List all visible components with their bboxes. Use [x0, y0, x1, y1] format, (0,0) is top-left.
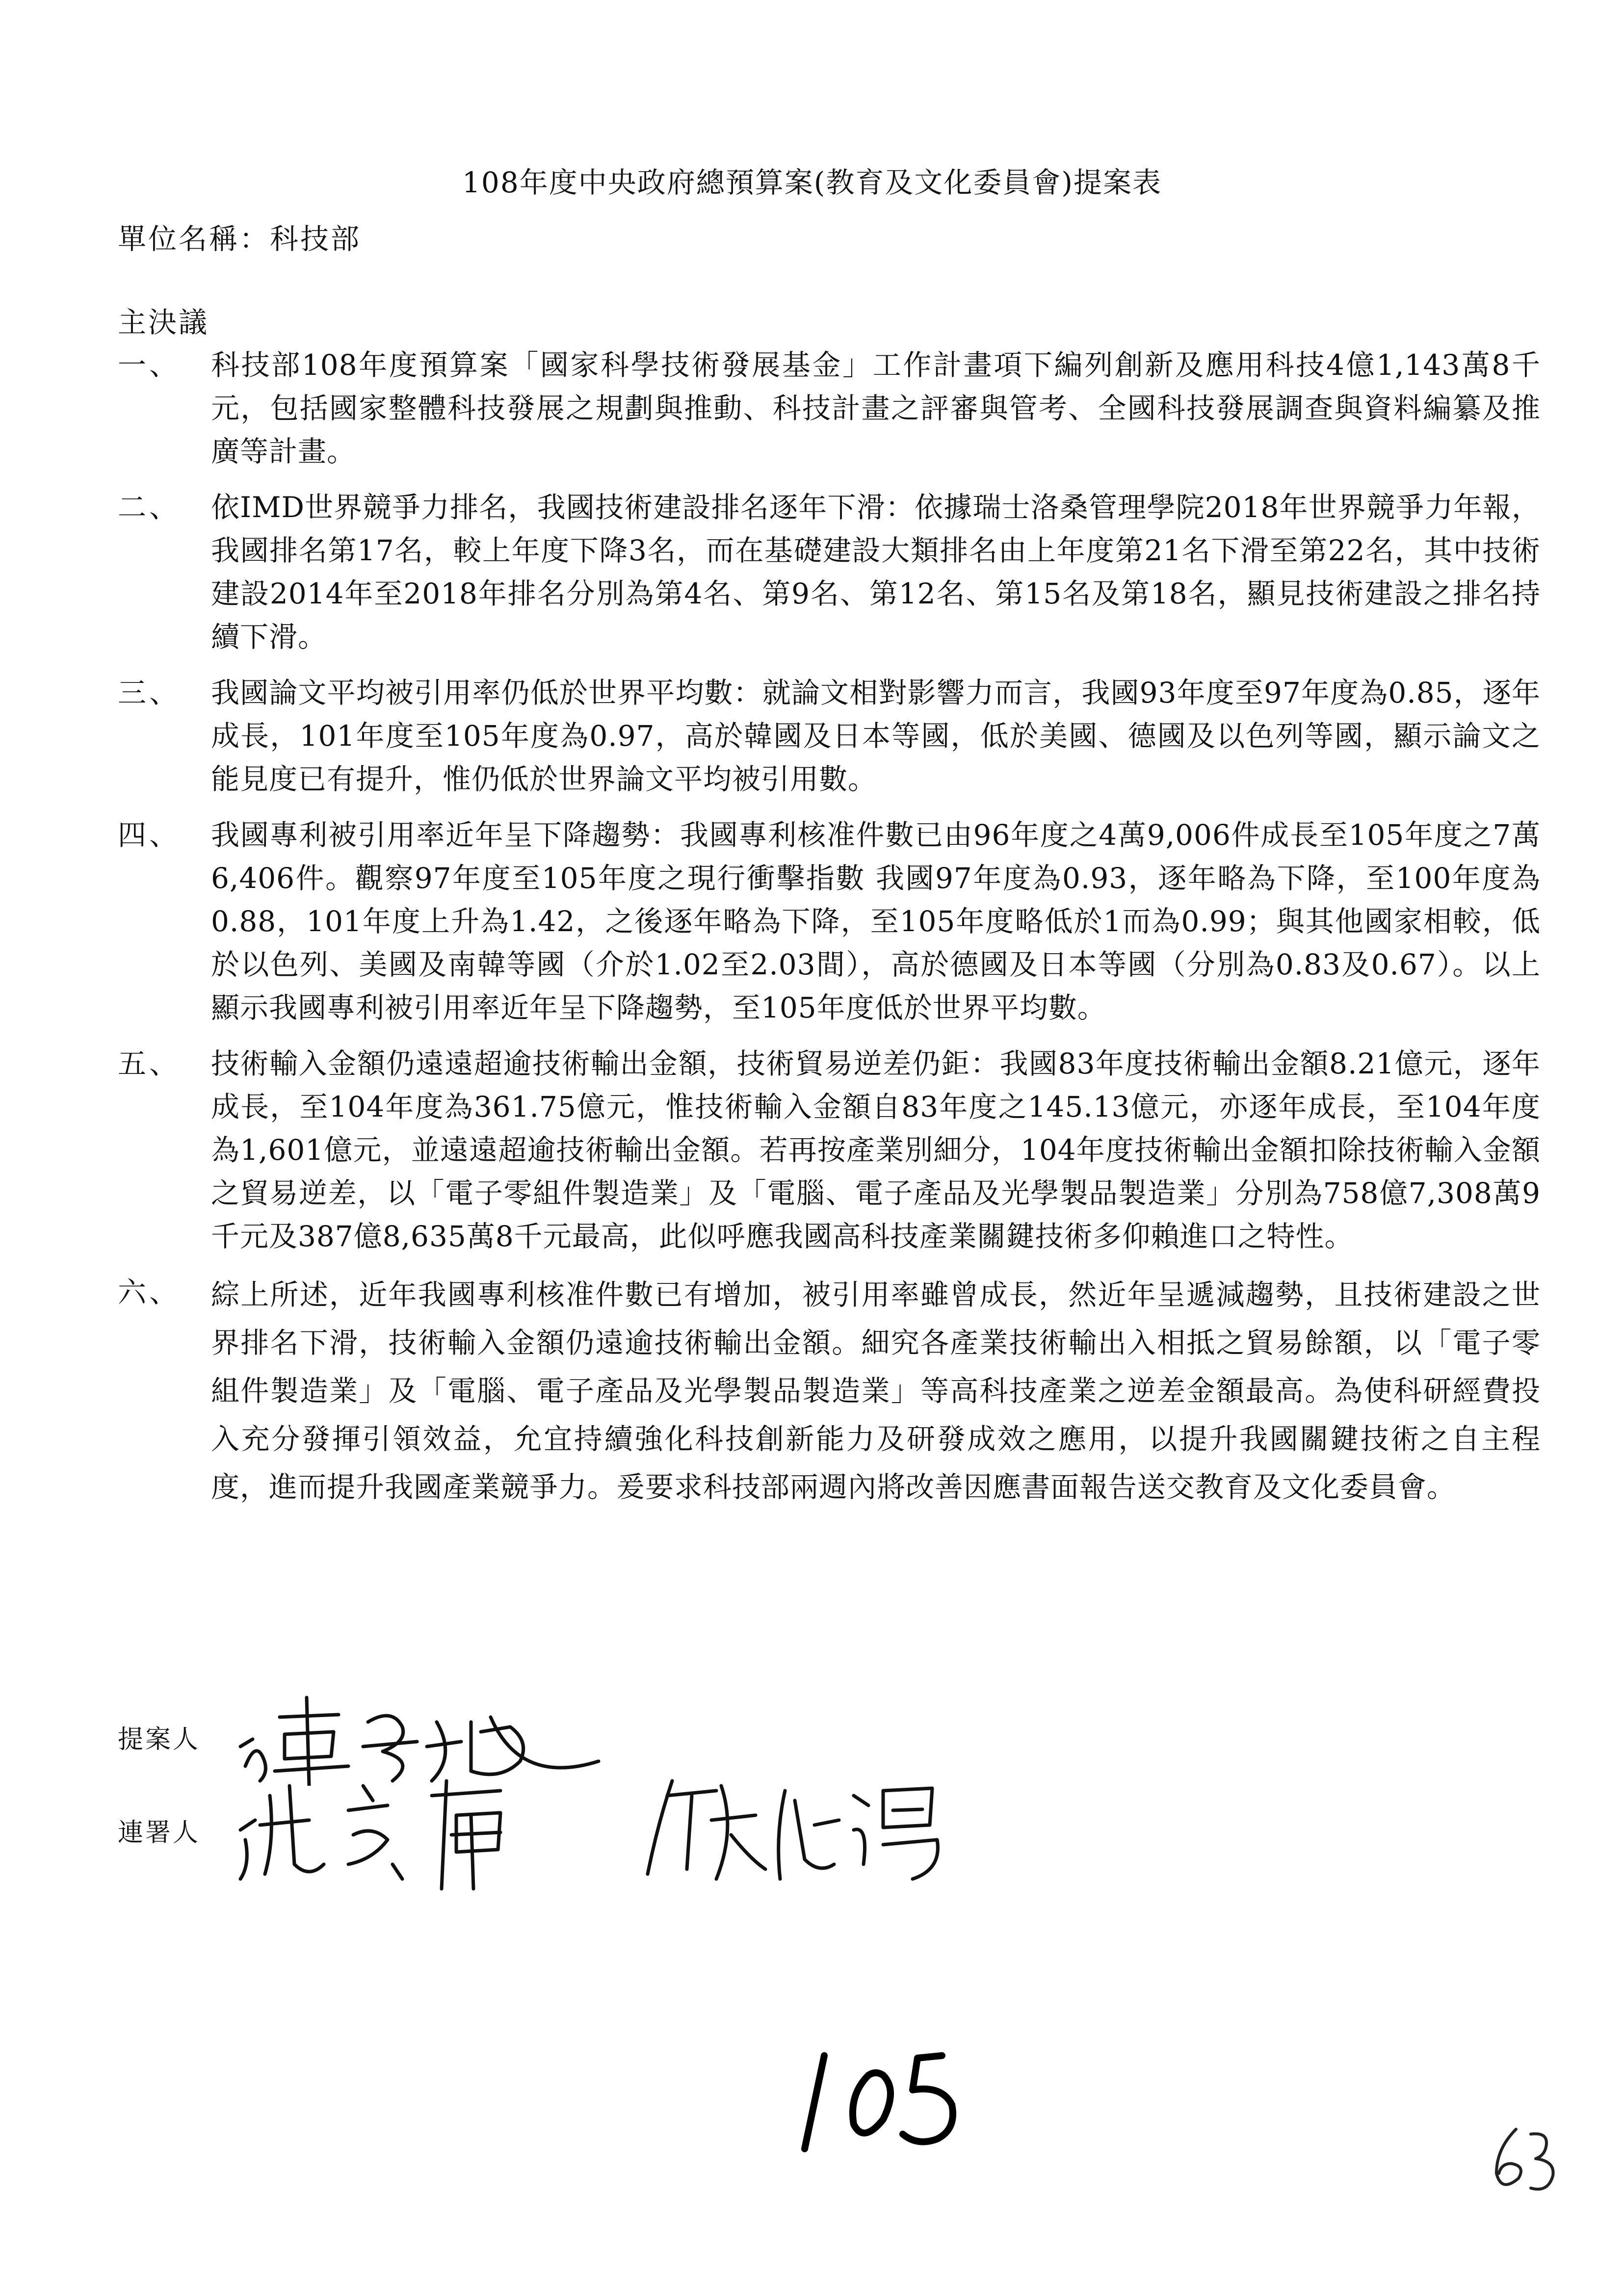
cosigner-label: 連署人: [118, 1818, 201, 1848]
resolution-item: [118, 813, 1541, 1029]
item-text: 依IMD世界競爭力排名，我國技術建設排名逐年下滑：依據瑞士洛桑管理學院2018年世界競爭力年報，我國排名第17名，較上年度下降3名，而在基礎建設大類排名由上年度第21名下滑至第22名，其中技術建設2014年至2018年排名分別為第4名、第9名、第12名、第15名及第18名，顯見技術建設之排名持續下滑。: [211, 491, 1541, 653]
item-number: 二、: [118, 491, 181, 524]
unit-name-line: 單位名稱：科技部: [118, 222, 362, 256]
item-number: 五、: [118, 1047, 181, 1080]
item-text: 我國論文平均被引用率仍低於世界平均數：就論文相對影響力而言，我國93年度至97年度為0.85，逐年成長，101年度至105年度為0.97，高於韓國及日本等國，低於美國、德國及以色列等國，顯示論文之能見度已有提升，惟仍低於世界論文平均被引用數。: [211, 676, 1541, 796]
cosigner-signature-1: [226, 1766, 608, 1894]
item-number: 三、: [118, 676, 181, 709]
document-title: 108年度中央政府總預算案(教育及文化委員會)提案表: [462, 166, 1162, 199]
item-text: 技術輸入金額仍遠遠超逾技術輸出金額，技術貿易逆差仍鉅：我國83年度技術輸出金額8.21億元，逐年成長，至104年度為361.75億元，惟技術輸入金額自83年度之145.13億元，亦逐年成長，至104年度為1,601億元，並遠遠超逾技術輸出金額。若再按產業別細分，104年度技術輸出金額扣除技術輸入金額之貿易逆差，以「電子零組件製造業」及「電腦、電子產品及光學製品製造業」分別為758億7,308萬9千元及387億8,635萬8千元最高，此似呼應我國高科技產業關鍵技術多仰賴進口之特性。: [211, 1047, 1541, 1253]
resolution-item: [118, 343, 1541, 473]
resolution-items: [118, 343, 1541, 1524]
item-number: 四、: [118, 818, 181, 852]
item-number: 六、: [118, 1276, 181, 1309]
resolution-item: [118, 1271, 1541, 1511]
resolution-item: [118, 671, 1541, 801]
proposer-label: 提案人: [118, 1724, 201, 1754]
handwritten-sheet-number: [1482, 2119, 1570, 2198]
cosigner-signature-2: [638, 1766, 981, 1894]
handwritten-page-number: [795, 2036, 1001, 2164]
item-text: 科技部108年度預算案「國家科學技術發展基金」工作計畫項下編列創新及應用科技4億1,143萬8千元，包括國家整體科技發展之規劃與推動、科技計畫之評審與管考、全國科技發展調查與資料編纂及推廣等計畫。: [211, 348, 1541, 468]
cosigner-row: [118, 1766, 981, 1894]
resolution-item: [118, 486, 1541, 658]
item-number: 一、: [118, 348, 181, 382]
main-resolution-heading: 主決議: [118, 306, 210, 339]
resolution-item: [118, 1042, 1541, 1258]
item-text: 綜上所述，近年我國專利核准件數已有增加，被引用率雖曾成長，然近年呈遞減趨勢，且技術建設之世界排名下滑，技術輸入金額仍遠逾技術輸出金額。細究各產業技術輸出入相抵之貿易餘額，以「電子零組件製造業」及「電腦、電子產品及光學製品製造業」等高科技產業之逆差金額最高。為使科研經費投入充分發揮引領效益，允宜持續強化科技創新能力及研發成效之應用，以提升我國關鍵技術之自主程度，進而提升我國產業競爭力。爰要求科技部兩週內將改善因應書面報告送交教育及文化委員會。: [211, 1278, 1541, 1504]
item-text: 我國專利被引用率近年呈下降趨勢：我國專利核准件數已由96年度之4萬9,006件成長至105年度之7萬6,406件。觀察97年度至105年度之現行衝擊指數 我國97年度為0.93，逐年略為下降，至100年度為0.88，101年度上升為1.42，之後逐年略為下降，至105年度略低於1而為0.99；與其他國家相較，低於以色列、美國及南韓等國（介於1.02至2.03間），高於德國及日本等國（分別為0.83及0.67）。以上顯示我國專利被引用率近年呈下降趨勢，至105年度低於世界平均數。: [211, 818, 1541, 1024]
